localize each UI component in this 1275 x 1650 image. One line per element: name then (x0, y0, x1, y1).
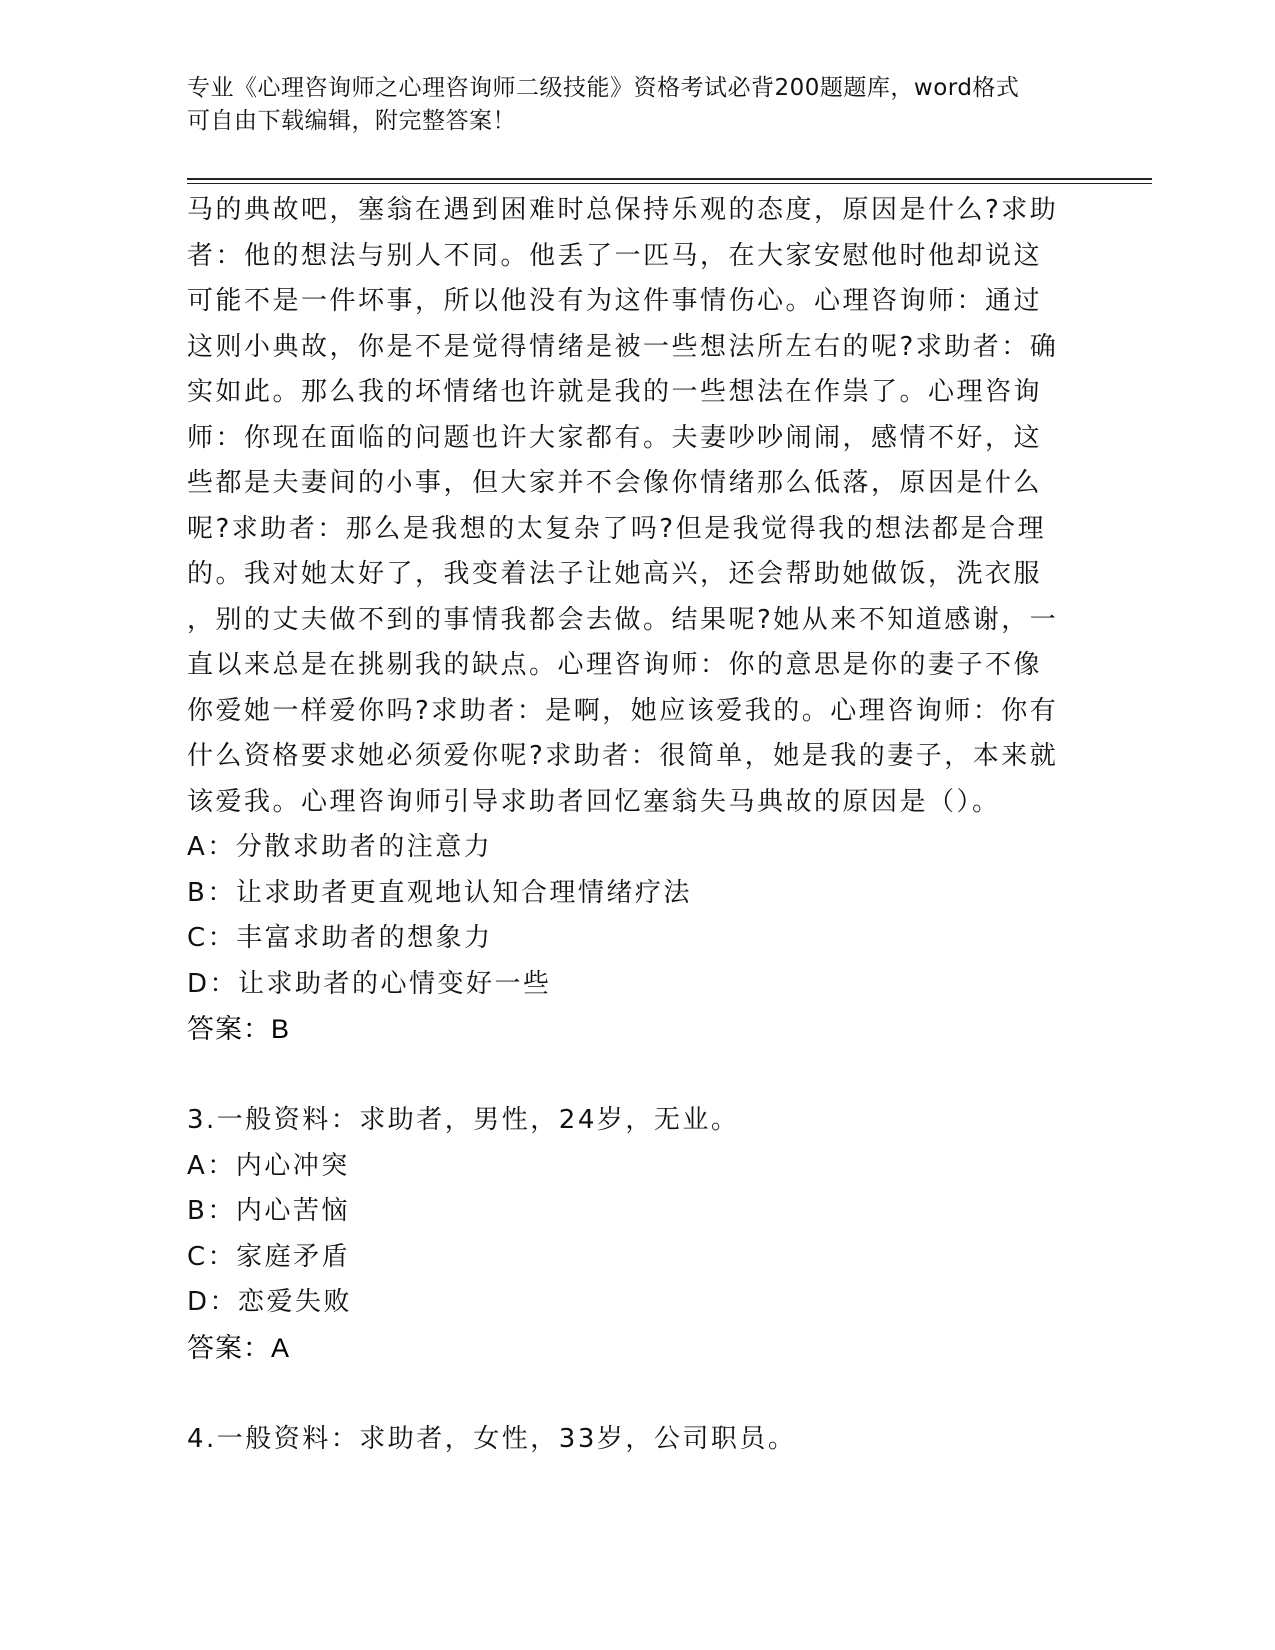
spacer (187, 1053, 1067, 1099)
header-title-line-2: 可自由下载编辑，附完整答案！ (187, 108, 516, 134)
question-stem-line: 可能不是一件坏事，所以他没有为这件事情伤心。心理咨询师：通过 (187, 286, 1043, 316)
option-c: C：丰富求助者的想象力 (187, 923, 493, 953)
question-stem-line: 些都是夫妻间的小事，但大家并不会像你情绪那么低落，原因是什么 (187, 468, 1043, 498)
option-c: C：家庭矛盾 (187, 1241, 351, 1272)
document-body (187, 188, 1067, 1462)
question-2 (187, 188, 1067, 1053)
header-divider-thick (187, 178, 1152, 180)
question-4 (187, 1417, 1067, 1463)
question-stem-line: 者：他的想法与别人不同。他丢了一匹马，在大家安慰他时他却说这 (187, 240, 1043, 271)
question-stem-line: 什么资格要求她必须爱你呢?求助者：很简单，她是我的妻子，本来就 (187, 741, 1059, 771)
option-a: A：分散求助者的注意力 (187, 832, 493, 862)
option-b: B：内心苦恼 (187, 1196, 350, 1226)
page-header (187, 72, 1067, 138)
question-stem-line: 实如此。那么我的坏情绪也许就是我的一些想法在作祟了。心理咨询 (187, 377, 1043, 407)
option-b: B：让求助者更直观地认知合理情绪疗法 (187, 877, 692, 908)
question-stem-line: 的。我对她太好了，我变着法子让她高兴，还会帮助她做饭，洗衣服 (187, 559, 1043, 589)
question-stem-line: ，别的丈夫做不到的事情我都会去做。结果呢?她从来不知道感谢，一 (187, 604, 1059, 635)
question-stem-line: 你爱她一样爱你吗?求助者：是啊，她应该爱我的。心理咨询师：你有 (187, 695, 1059, 726)
spacer (187, 1371, 1067, 1417)
question-stem-line: 这则小典故，你是不是觉得情绪是被一些想法所左右的呢?求助者：确 (187, 331, 1059, 362)
header-title-line-1: 专业《心理咨询师之心理咨询师二级技能》资格考试必背200题题库，word格式 (187, 75, 1020, 101)
question-stem-line: 该爱我。心理咨询师引导求助者回忆塞翁失马典故的原因是（）。 (187, 786, 1001, 817)
header-divider-thin (187, 183, 1152, 184)
question-stem-line: 4.一般资料：求助者，女性，33岁，公司职员。 (187, 1423, 797, 1454)
answer-line: 答案：A (187, 1332, 291, 1363)
option-a: A：内心冲突 (187, 1150, 350, 1181)
option-d: D：恋爱失败 (187, 1287, 353, 1317)
question-stem-line: 3.一般资料：求助者，男性，24岁，无业。 (187, 1105, 740, 1135)
answer-line: 答案：B (187, 1014, 291, 1044)
question-stem-line: 直以来总是在挑剔我的缺点。心理咨询师：你的意思是你的妻子不像 (187, 650, 1043, 680)
question-3 (187, 1098, 1067, 1371)
question-stem-line: 呢?求助者：那么是我想的太复杂了吗?但是我觉得我的想法都是合理 (187, 513, 1047, 544)
option-d: D：让求助者的心情变好一些 (187, 968, 552, 999)
question-stem-line: 马的典故吧，塞翁在遇到困难时总保持乐观的态度，原因是什么?求助 (187, 195, 1059, 225)
question-stem-line: 师：你现在面临的问题也许大家都有。夫妻吵吵闹闹，感情不好，这 (187, 422, 1043, 453)
